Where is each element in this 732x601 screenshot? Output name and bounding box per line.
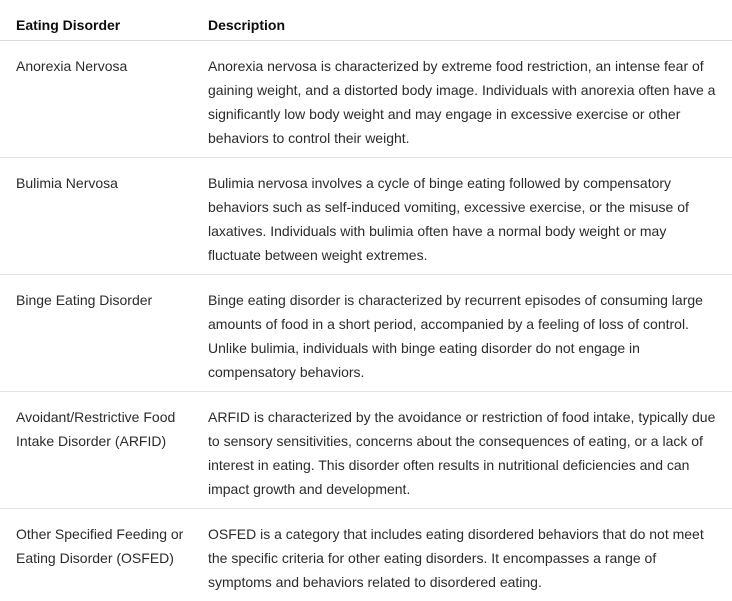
disorder-name: Avoidant/Restrictive Food Intake Disorder (ARFID) [16, 409, 176, 449]
table-header [0, 0, 732, 41]
disorder-name: Other Specified Feeding or Eating Disorder (OSFED) [16, 526, 184, 566]
header-eating-disorder: Eating Disorder [16, 17, 121, 33]
disorder-description: ARFID is characterized by the avoidance or restriction of food intake, typically due to sensory sensitivities, concerns about the consequences of eating, or a lack of interest in eating. This disorder often results in nutritional deficiencies and can impact growth and development. [208, 409, 716, 497]
disorder-description: Binge eating disorder is characterized by recurrent episodes of consuming large amounts of food in a short period, accompanied by a feeling of loss of control. Unlike bulimia, individuals with binge eating disorder do not engage in compensatory behaviors. [208, 292, 703, 380]
table-row [0, 41, 732, 158]
disorder-name: Binge Eating Disorder [16, 292, 153, 308]
table-row [0, 392, 732, 509]
table-row [0, 158, 732, 275]
disorder-name: Bulimia Nervosa [16, 175, 118, 191]
header-description: Description [208, 17, 286, 33]
disorder-name: Anorexia Nervosa [16, 58, 128, 74]
disorder-description: OSFED is a category that includes eating disordered behaviors that do not meet the specific criteria for other eating disorders. It encompasses a range of symptoms and behaviors related to disordered eating. [208, 526, 704, 590]
disorder-description: Bulimia nervosa involves a cycle of binge eating followed by compensatory behaviors such as self-induced vomiting, excessive exercise, or the misuse of laxatives. Individuals with bulimia often have a normal body weight or may fluctuate between weight extremes. [208, 175, 689, 263]
disorder-description: Anorexia nervosa is characterized by extreme food restriction, an intense fear of gaining weight, and a distorted body image. Individuals with anorexia often have a significantly low body weight and may engage in excessive exercise or other behaviors to control their weight. [208, 58, 716, 146]
table-row [0, 275, 732, 392]
table-row [0, 509, 732, 601]
